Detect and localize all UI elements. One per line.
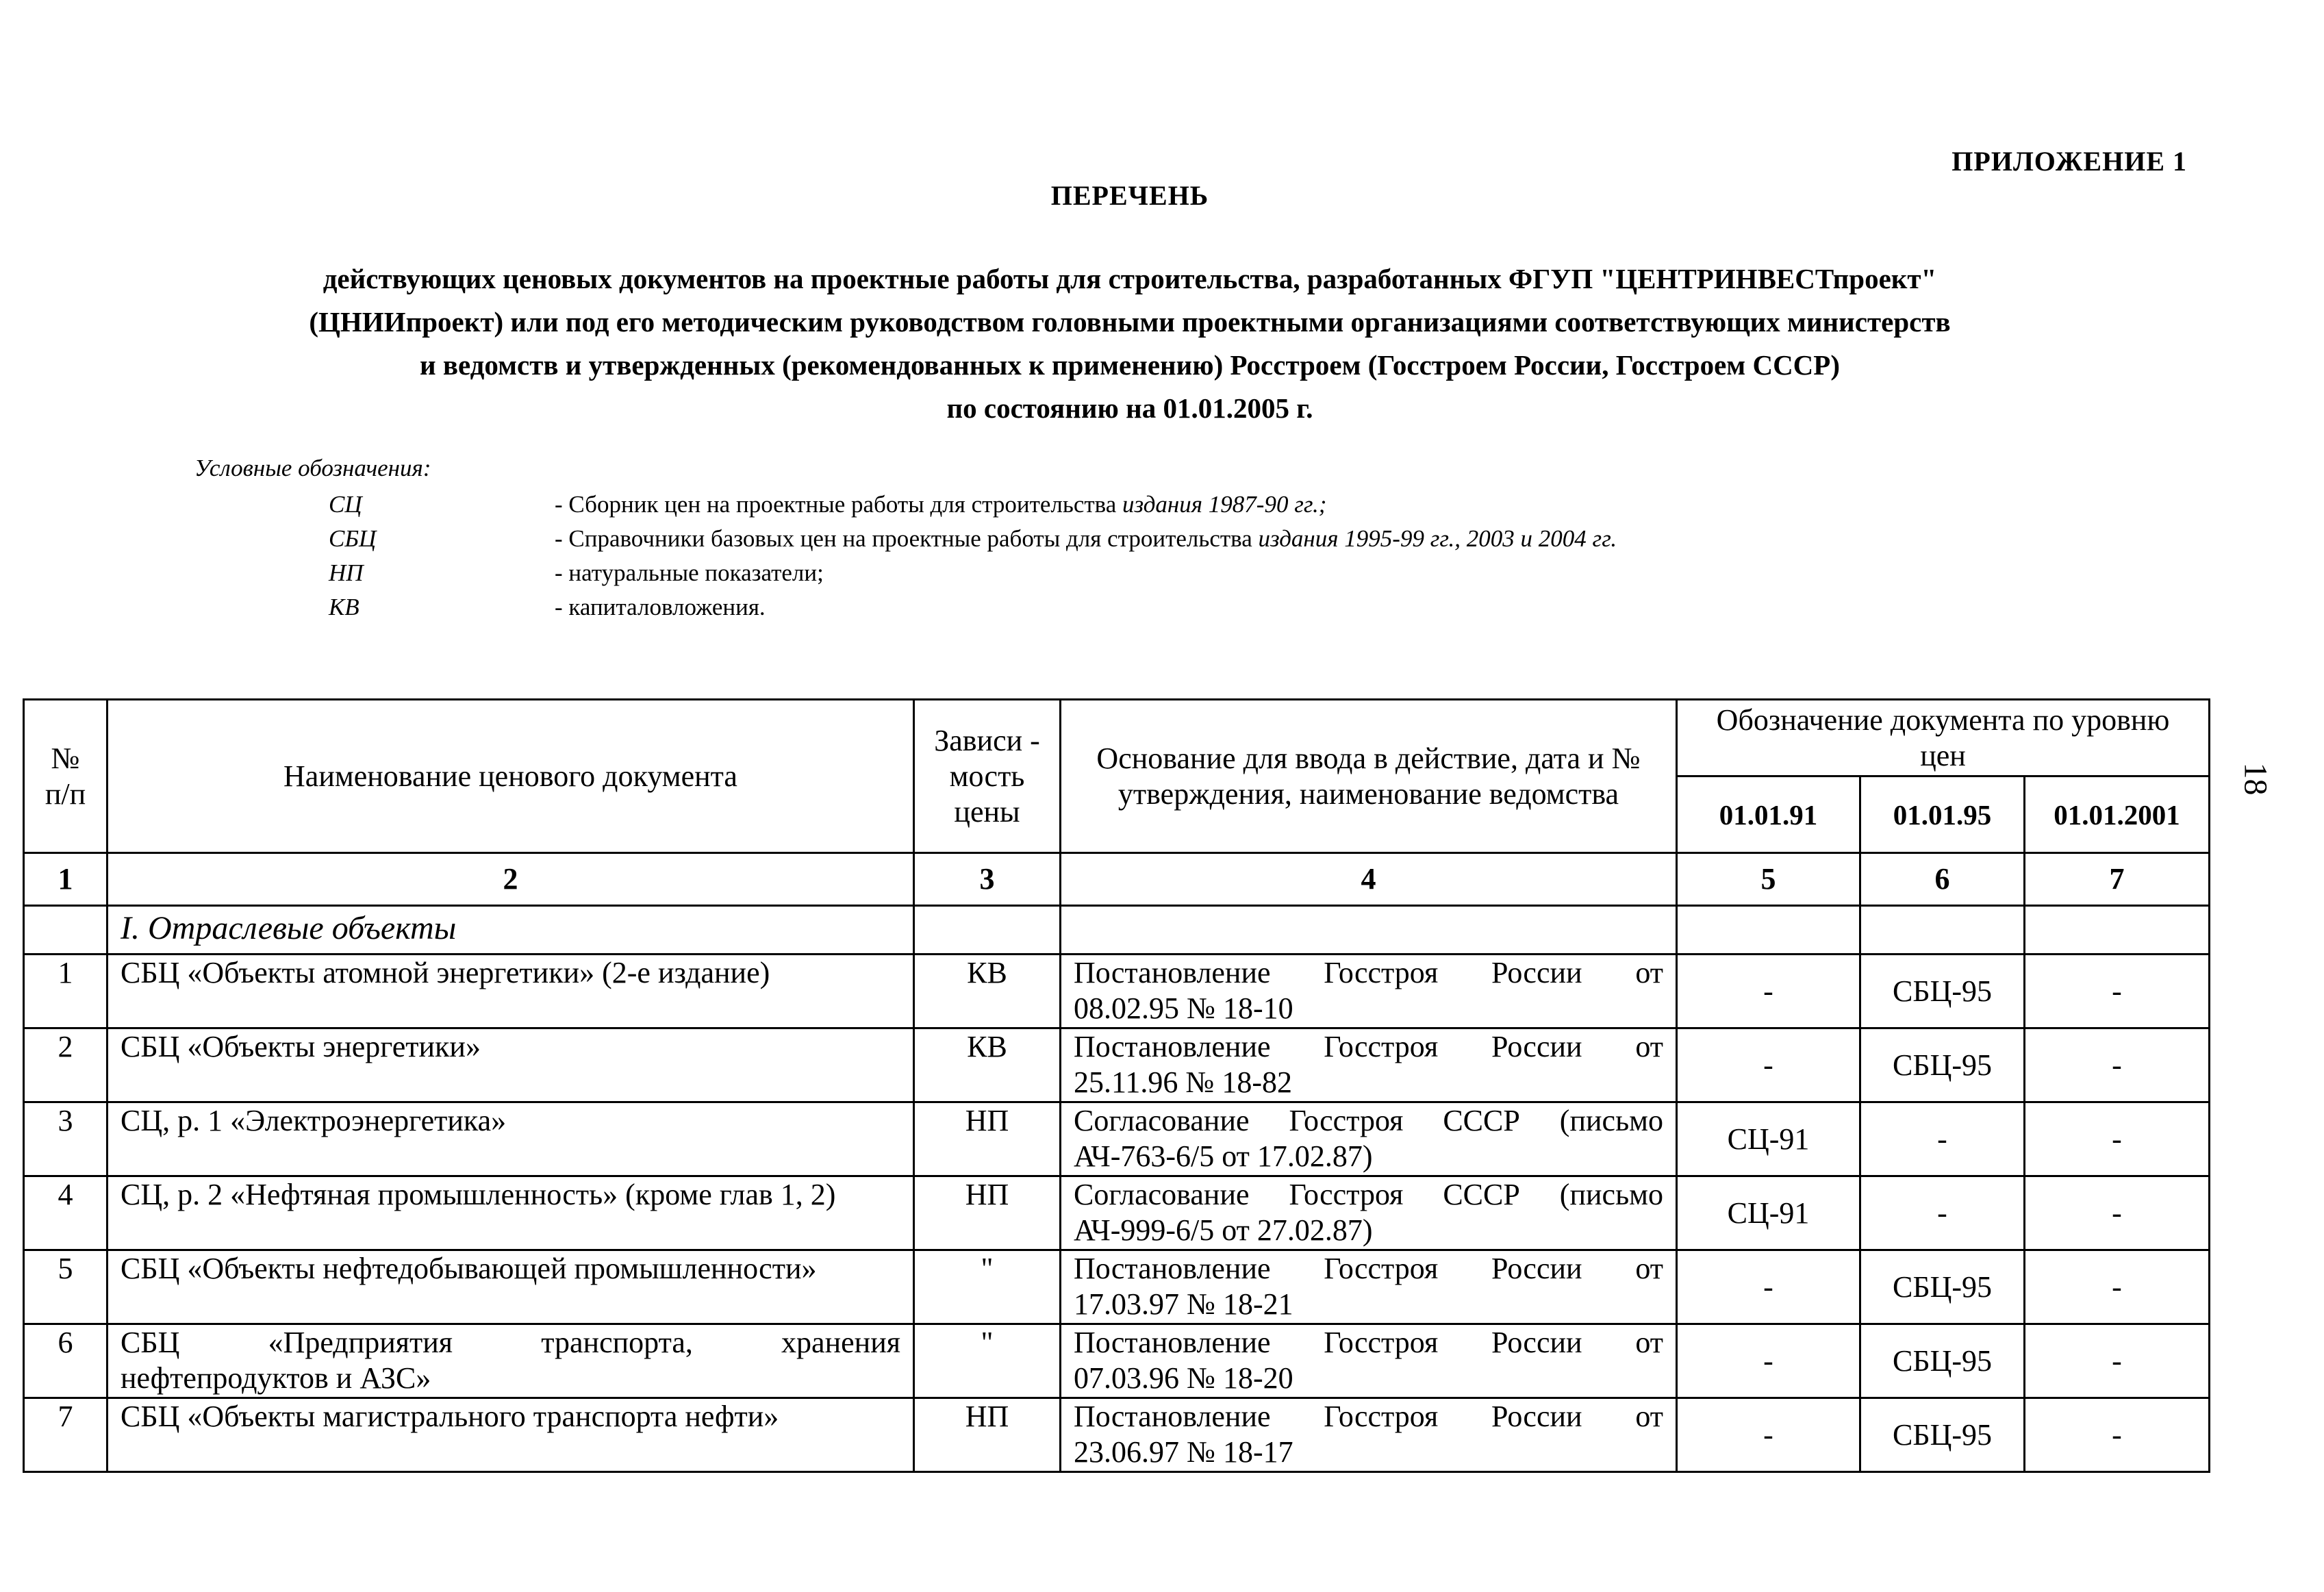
legend-abbr: СБЦ: [329, 525, 377, 552]
section-empty-cell: [2025, 906, 2210, 955]
code-95: -: [1860, 1102, 2025, 1176]
code-91: -: [1677, 1324, 1860, 1398]
row-number: 4: [24, 1176, 108, 1250]
price-dependency: ": [914, 1324, 1061, 1398]
basis-line: АЧ-763-6/5 от 17.02.87): [1074, 1139, 1373, 1173]
code-2001: -: [2025, 1250, 2210, 1324]
code-95: СБЦ-95: [1860, 955, 2025, 1028]
table-row: [24, 1102, 2210, 1176]
code-91: -: [1677, 1398, 1860, 1472]
code-95: СБЦ-95: [1860, 1028, 2025, 1102]
header-designation: Обозначение документа по уровню цен: [1677, 700, 2210, 776]
price-dependency: НП: [914, 1398, 1061, 1472]
subtitle-line: и ведомств и утвержденных (рекомендованных к применению) Росстроем (Госстроем России, Госстроем СССР): [419, 349, 1840, 381]
header-num: № п/п: [24, 700, 108, 853]
column-number: 5: [1677, 853, 1860, 906]
legend-item: [329, 522, 1617, 556]
price-dependency: КВ: [914, 1028, 1061, 1102]
basis-line: 17.03.97 № 18-21: [1074, 1287, 1293, 1321]
legend-desc-text: - Справочники базовых цен на проектные работы для строительства: [555, 525, 1259, 552]
legend-desc-text: - Сборник цен на проектные работы для строительства: [555, 491, 1123, 518]
section-empty-cell: [914, 906, 1061, 955]
price-documents-table: [23, 698, 2210, 1473]
basis-line: АЧ-999-6/5 от 27.02.87): [1074, 1213, 1373, 1247]
price-dependency: НП: [914, 1102, 1061, 1176]
row-number: 6: [24, 1324, 108, 1398]
section-empty-cell: [1677, 906, 1860, 955]
code-2001: -: [2025, 1028, 2210, 1102]
code-91: -: [1677, 955, 1860, 1028]
document-name: СБЦ «Объекты энергетики»: [108, 1028, 914, 1102]
legend-abbr: НП: [329, 559, 364, 586]
basis-line: Постановление Госстроя России от: [1074, 1030, 1663, 1063]
basis-line: Согласование Госстроя СССР (письмо: [1074, 1178, 1663, 1211]
header-level-91: 01.01.91: [1677, 776, 1860, 853]
basis-line: 07.03.96 № 18-20: [1074, 1361, 1293, 1395]
table-row: [24, 955, 2210, 1028]
legend-desc-italic: издания 1987-90 гг.;: [1122, 491, 1327, 518]
price-dependency: ": [914, 1250, 1061, 1324]
legend-item: [329, 590, 1617, 624]
price-dependency: КВ: [914, 955, 1061, 1028]
approval-basis: [1061, 1102, 1677, 1176]
table-row: [24, 1398, 2210, 1472]
appendix-label: ПРИЛОЖЕНИЕ 1: [1952, 146, 2187, 177]
legend-desc: [555, 522, 1617, 556]
legend-desc-text: - натуральные показатели;: [555, 559, 824, 586]
legend-desc: [555, 590, 1617, 624]
approval-basis: [1061, 1398, 1677, 1472]
legend-desc-text: - капиталовложения.: [555, 594, 766, 620]
document-name: [108, 1324, 914, 1398]
column-number: 2: [108, 853, 914, 906]
header-dependency: Зависи - мость цены: [914, 700, 1061, 853]
column-number: 1: [24, 853, 108, 906]
header-row: [24, 700, 2210, 776]
legend-desc-italic: издания 1995-99 гг., 2003 и 2004 гг.: [1258, 525, 1617, 552]
header-level-2001: 01.01.2001: [2025, 776, 2210, 853]
column-number: 6: [1860, 853, 2025, 906]
code-2001: -: [2025, 1324, 2210, 1398]
code-2001: -: [2025, 1398, 2210, 1472]
table-row: [24, 1176, 2210, 1250]
code-91: -: [1677, 1250, 1860, 1324]
document-name: СЦ, р. 2 «Нефтяная промышленность» (кроме глав 1, 2): [108, 1176, 914, 1250]
subtitle-line: (ЦНИИпроект) или под его методическим руководством головными проектными организациями соответствующих министерств: [309, 306, 1951, 338]
table-row: [24, 1324, 2210, 1398]
basis-line: Постановление Госстроя России от: [1074, 1326, 1663, 1359]
header-name: Наименование ценового документа: [108, 700, 914, 853]
page-number: 18: [2237, 762, 2274, 796]
price-dependency: НП: [914, 1176, 1061, 1250]
document-name: СБЦ «Объекты атомной энергетики» (2-е издание): [108, 955, 914, 1028]
approval-basis: [1061, 1176, 1677, 1250]
code-95: СБЦ-95: [1860, 1324, 2025, 1398]
code-95: -: [1860, 1176, 2025, 1250]
row-number: 7: [24, 1398, 108, 1472]
section-empty-cell: [1061, 906, 1677, 955]
code-95: СБЦ-95: [1860, 1398, 2025, 1472]
section-empty-cell: [1860, 906, 2025, 955]
section-row: [24, 906, 2210, 955]
header-level-95: 01.01.95: [1860, 776, 2025, 853]
document-title: ПЕРЕЧЕНЬ: [1050, 180, 1209, 211]
row-number: 1: [24, 955, 108, 1028]
legend-desc: [555, 556, 1617, 590]
document-name: СБЦ «Объекты нефтедобывающей промышленности»: [108, 1250, 914, 1324]
row-number: 3: [24, 1102, 108, 1176]
legend-desc: [555, 488, 1617, 522]
legend-item: [329, 488, 1617, 522]
section-title: I. Отраслевые объекты: [108, 906, 914, 955]
basis-line: Постановление Госстроя России от: [1074, 1400, 1663, 1433]
column-number: 3: [914, 853, 1061, 906]
document-subtitle: [68, 257, 2191, 430]
code-91: СЦ-91: [1677, 1176, 1860, 1250]
basis-line: 23.06.97 № 18-17: [1074, 1435, 1293, 1469]
approval-basis: [1061, 1250, 1677, 1324]
code-2001: -: [2025, 955, 2210, 1028]
code-91: -: [1677, 1028, 1860, 1102]
legend-caption: Условные обозначения:: [194, 455, 431, 481]
document-name: СЦ, р. 1 «Электроэнергетика»: [108, 1102, 914, 1176]
column-number: 7: [2025, 853, 2210, 906]
basis-line: 25.11.96 № 18-82: [1074, 1065, 1292, 1099]
basis-line: 08.02.95 № 18-10: [1074, 991, 1293, 1025]
basis-line: Постановление Госстроя России от: [1074, 1252, 1663, 1285]
subtitle-line: по состоянию на 01.01.2005 г.: [946, 392, 1313, 424]
code-95: СБЦ-95: [1860, 1250, 2025, 1324]
header-basis: Основание для ввода в действие, дата и № утверждения, наименование ведомства: [1061, 700, 1677, 853]
code-2001: -: [2025, 1102, 2210, 1176]
legend-table: [329, 488, 1617, 624]
document-name: СБЦ «Объекты магистрального транспорта нефти»: [108, 1398, 914, 1472]
approval-basis: [1061, 955, 1677, 1028]
legend-item: [329, 556, 1617, 590]
table-row: [24, 1028, 2210, 1102]
approval-basis: [1061, 1028, 1677, 1102]
code-2001: -: [2025, 1176, 2210, 1250]
basis-line: Согласование Госстроя СССР (письмо: [1074, 1104, 1663, 1137]
legend-abbr: СЦ: [329, 491, 362, 518]
row-number: 5: [24, 1250, 108, 1324]
column-number-row: [24, 853, 2210, 906]
document-name-line: нефтепродуктов и АЗС»: [121, 1361, 431, 1395]
document-name-line: СБЦ «Предприятия транспорта, хранения: [121, 1326, 900, 1359]
table-row: [24, 1250, 2210, 1324]
row-number: 2: [24, 1028, 108, 1102]
subtitle-line: действующих ценовых документов на проектные работы для строительства, разработанных ФГУП "ЦЕНТРИНВЕСТпроект": [323, 263, 1937, 294]
section-empty-cell: [24, 906, 108, 955]
code-91: СЦ-91: [1677, 1102, 1860, 1176]
legend-abbr: КВ: [329, 594, 359, 620]
basis-line: Постановление Госстроя России от: [1074, 956, 1663, 989]
column-number: 4: [1061, 853, 1677, 906]
approval-basis: [1061, 1324, 1677, 1398]
